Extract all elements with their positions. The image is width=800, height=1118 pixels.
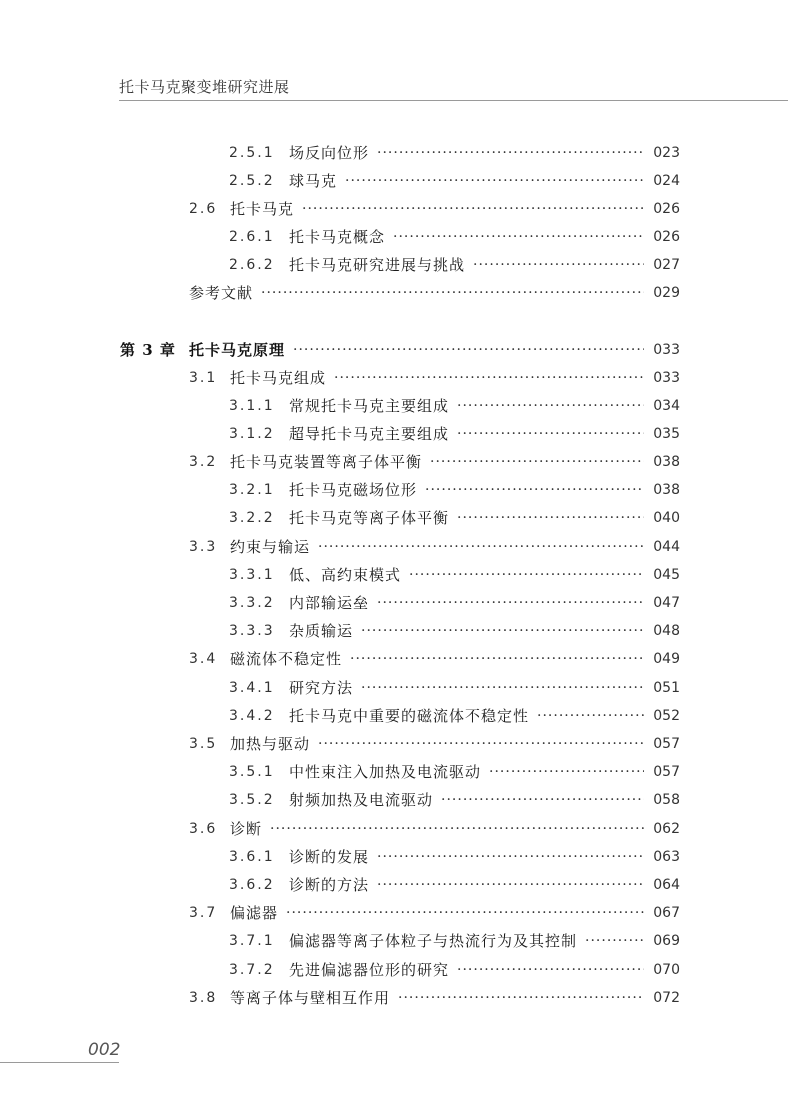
toc-entry-title: 超导托卡马克主要组成 [289, 425, 450, 443]
toc-entry[interactable] [189, 986, 680, 1010]
toc-entry-number: 3.6.1 [229, 849, 275, 865]
chapter-title: 托卡马克原理 [189, 341, 286, 359]
toc-entry[interactable] [189, 450, 680, 474]
toc-entry-page: 057 [653, 736, 680, 752]
dot-leader [398, 986, 644, 1010]
toc-entry-number: 3.7.1 [229, 933, 275, 949]
toc-entry-title: 参考文献 [189, 284, 254, 302]
dot-leader [261, 281, 644, 305]
toc-entry[interactable] [229, 676, 680, 700]
toc-entry-title: 托卡马克装置等离子体平衡 [230, 453, 423, 471]
toc-entry-number: 3.5.2 [229, 792, 275, 808]
toc-entry-page: 033 [653, 370, 680, 386]
toc-entry-title: 托卡马克等离子体平衡 [289, 509, 450, 527]
toc-entry-page: 057 [653, 764, 680, 780]
toc-entry[interactable] [229, 704, 680, 728]
toc-entry[interactable] [229, 929, 680, 953]
toc-entry-page: 072 [653, 990, 680, 1006]
toc-entry-page: 038 [653, 482, 680, 498]
toc-entry-number: 2.6.2 [229, 257, 275, 273]
page-number: 002 [88, 1040, 121, 1060]
dot-leader [425, 478, 644, 502]
toc-entry-page: 048 [653, 623, 680, 639]
toc-entry-page: 040 [653, 510, 680, 526]
toc-entry-page: 052 [653, 708, 680, 724]
toc-entry-page: 063 [653, 849, 680, 865]
toc-entry[interactable] [229, 958, 680, 982]
toc-entry-page: 051 [653, 680, 680, 696]
toc-chapter-entry[interactable] [120, 338, 680, 362]
dot-leader [361, 619, 644, 643]
dot-leader [377, 845, 644, 869]
toc-entry-title: 托卡马克概念 [289, 228, 386, 246]
toc-entry-number: 3.3.1 [229, 567, 275, 583]
toc-entry-title: 磁流体不稳定性 [230, 650, 343, 668]
toc-entry-page: 049 [653, 651, 680, 667]
toc-entry-title: 内部输运垒 [289, 594, 370, 612]
dot-leader [409, 563, 644, 587]
toc-entry[interactable] [229, 563, 680, 587]
toc-entry-number: 3.5.1 [229, 764, 275, 780]
toc-entry-number: 3.7.2 [229, 962, 275, 978]
toc-entry-page: 069 [653, 933, 680, 949]
toc-entry[interactable] [229, 225, 680, 249]
toc-entry-number: 3.1.1 [229, 398, 275, 414]
toc-entry-number: 2.5.2 [229, 173, 275, 189]
toc-entry-title: 偏滤器等离子体粒子与热流行为及其控制 [289, 932, 578, 950]
toc-entry-page: 033 [653, 342, 680, 358]
toc-entry-number: 3.4 [189, 651, 218, 667]
toc-entry-page: 062 [653, 821, 680, 837]
dot-leader [270, 817, 644, 841]
toc-entry[interactable] [229, 845, 680, 869]
toc-entry-title: 诊断的发展 [289, 848, 370, 866]
toc-entry-number: 3.2 [189, 454, 218, 470]
toc-entry-number: 3.4.2 [229, 708, 275, 724]
toc-entry-title: 球马克 [289, 172, 338, 190]
toc-entry[interactable] [229, 591, 680, 615]
toc-entry-title: 托卡马克组成 [230, 369, 327, 387]
toc-entry-page: 044 [653, 539, 680, 555]
toc-entry-page: 027 [653, 257, 680, 273]
toc-entry[interactable] [189, 817, 680, 841]
toc-entry[interactable] [229, 422, 680, 446]
toc-entry-title: 托卡马克 [230, 200, 295, 218]
toc-entry-title: 射频加热及电流驱动 [289, 791, 434, 809]
toc-entry-number: 3.5 [189, 736, 218, 752]
dot-leader [473, 253, 644, 277]
toc-entry[interactable] [229, 506, 680, 530]
toc-entry-number: 3.3.2 [229, 595, 275, 611]
footer-divider [0, 1062, 119, 1063]
dot-leader [318, 535, 644, 559]
dot-leader [318, 732, 644, 756]
dot-leader [393, 225, 644, 249]
toc-entry[interactable] [189, 732, 680, 756]
toc-entry-title: 等离子体与壁相互作用 [230, 989, 391, 1007]
toc-entry-page: 024 [653, 173, 680, 189]
toc-entry-number: 2.6 [189, 201, 218, 217]
toc-entry-number: 3.2.1 [229, 482, 275, 498]
toc-entry[interactable] [229, 760, 680, 784]
toc-entry-title: 偏滤器 [230, 904, 279, 922]
toc-entry-number: 3.1.2 [229, 426, 275, 442]
toc-entry-page: 047 [653, 595, 680, 611]
dot-leader [377, 873, 644, 897]
toc-entry[interactable] [189, 366, 680, 390]
dot-leader [457, 394, 644, 418]
toc-entry[interactable] [189, 535, 680, 559]
toc-entry-number: 3.4.1 [229, 680, 275, 696]
toc-entry-references[interactable] [189, 281, 680, 305]
toc-entry-title: 托卡马克磁场位形 [289, 481, 418, 499]
dot-leader [350, 647, 644, 671]
toc-entry[interactable] [229, 619, 680, 643]
toc-entry-title: 托卡马克中重要的磁流体不稳定性 [289, 707, 530, 725]
running-header-title: 托卡马克聚变堆研究进展 [119, 78, 290, 96]
toc-entry-page: 058 [653, 792, 680, 808]
dot-leader [457, 506, 644, 530]
toc-entry-page: 026 [653, 229, 680, 245]
toc-entry-number: 3.6.2 [229, 877, 275, 893]
toc-entry-page: 070 [653, 962, 680, 978]
toc-entry-number: 3.3 [189, 539, 218, 555]
toc-entry[interactable] [189, 647, 680, 671]
toc-entry-title: 先进偏滤器位形的研究 [289, 961, 450, 979]
header-divider [119, 100, 788, 101]
toc-entry-number: 3.3.3 [229, 623, 275, 639]
dot-leader [377, 141, 644, 165]
toc-entry-number: 2.5.1 [229, 145, 275, 161]
toc-entry-page: 029 [653, 285, 680, 301]
toc-entry-title: 诊断的方法 [289, 876, 370, 894]
toc-entry-title: 托卡马克研究进展与挑战 [289, 256, 466, 274]
dot-leader [489, 760, 644, 784]
toc-entry-page: 034 [653, 398, 680, 414]
toc-entry-title: 常规托卡马克主要组成 [289, 397, 450, 415]
toc-entry-page: 023 [653, 145, 680, 161]
toc-entry-number: 2.6.1 [229, 229, 275, 245]
toc-entry[interactable] [229, 394, 680, 418]
dot-leader [537, 704, 644, 728]
toc-entry-number: 3.1 [189, 370, 218, 386]
toc-entry-page: 026 [653, 201, 680, 217]
dot-leader [430, 450, 644, 474]
dot-leader [585, 929, 644, 953]
dot-leader [302, 197, 644, 221]
toc-entry-page: 035 [653, 426, 680, 442]
toc-entry-title: 低、高约束模式 [289, 566, 402, 584]
toc-entry-title: 中性束注入加热及电流驱动 [289, 763, 482, 781]
toc-entry[interactable] [229, 141, 680, 165]
toc-entry[interactable] [189, 901, 680, 925]
dot-leader [457, 958, 644, 982]
toc-entry-page: 064 [653, 877, 680, 893]
toc-entry-page: 067 [653, 905, 680, 921]
toc-entry-page: 038 [653, 454, 680, 470]
toc-entry-title: 杂质输运 [289, 622, 354, 640]
dot-leader [286, 901, 644, 925]
toc-entry-title: 约束与输运 [230, 538, 311, 556]
toc-entry[interactable] [189, 197, 680, 221]
toc-entry[interactable] [229, 788, 680, 812]
toc-entry-number: 3.6 [189, 821, 218, 837]
dot-leader [334, 366, 644, 390]
toc-entry[interactable] [229, 478, 680, 502]
toc-entry-number: 3.8 [189, 990, 218, 1006]
dot-leader [345, 169, 644, 193]
dot-leader [457, 422, 644, 446]
dot-leader [377, 591, 644, 615]
toc-entry-title: 研究方法 [289, 679, 354, 697]
toc-entry[interactable] [229, 169, 680, 193]
toc-entry[interactable] [229, 253, 680, 277]
toc-entry[interactable] [229, 873, 680, 897]
toc-entry-number: 3.7 [189, 905, 218, 921]
toc-entry-number: 3.2.2 [229, 510, 275, 526]
toc-entry-title: 诊断 [230, 820, 263, 838]
toc-entry-title: 加热与驱动 [230, 735, 311, 753]
dot-leader [441, 788, 644, 812]
toc-entry-page: 045 [653, 567, 680, 583]
dot-leader [293, 338, 644, 362]
dot-leader [361, 676, 644, 700]
toc-entry-title: 场反向位形 [289, 144, 370, 162]
chapter-number: 第 3 章 [120, 341, 176, 359]
